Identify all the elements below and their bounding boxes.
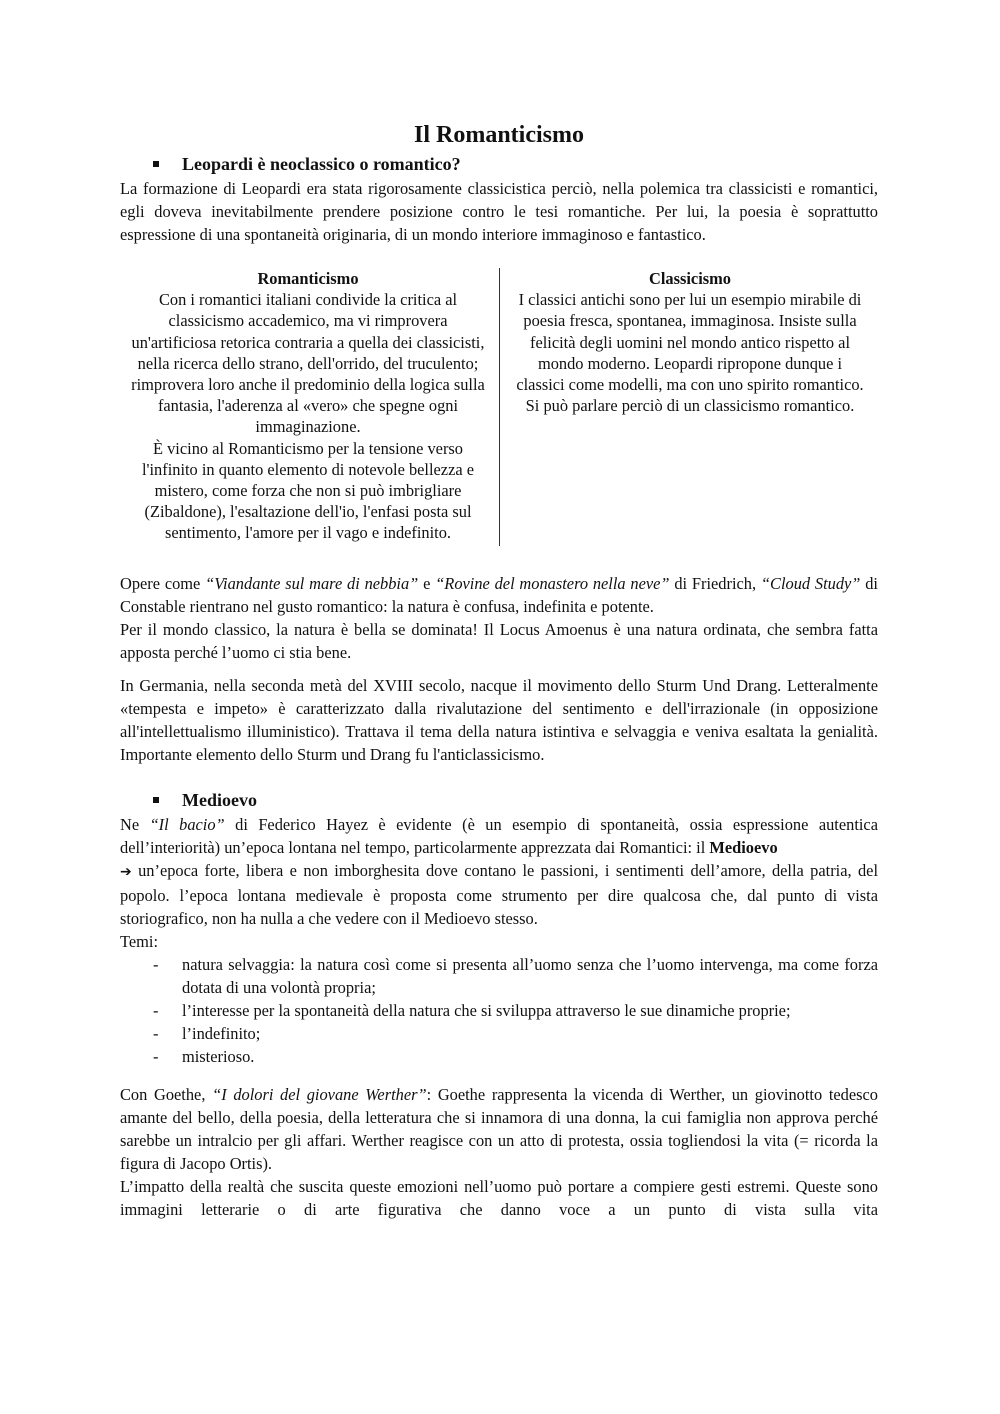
list-item bbox=[120, 1022, 878, 1045]
list-item bbox=[120, 953, 878, 999]
artwork-title: “Rovine del monastero nella neve” bbox=[435, 573, 670, 593]
arrow-right-icon: ➔ bbox=[120, 863, 132, 880]
dash-bullet: - bbox=[153, 1023, 159, 1043]
list-item-text: l’interesse per la spontaneità della natura che si sviluppa attraverso le sue dinamiche proprie; bbox=[182, 1000, 791, 1020]
classicismo-heading: Classicismo bbox=[649, 269, 731, 288]
themes-list bbox=[120, 953, 878, 1068]
romanticismo-column bbox=[120, 268, 500, 546]
romanticismo-heading: Romanticismo bbox=[257, 269, 359, 288]
artwork-title: “I dolori del giovane Werther” bbox=[212, 1084, 427, 1104]
bold-term: Medioevo bbox=[709, 837, 778, 857]
classic-nature-paragraph: Per il mondo classico, la natura è bella se dominata! Il Locus Amoenus è una natura ordinata, che sembra fatta apposta perché l’uomo ci stia bene. bbox=[120, 619, 878, 662]
text-run: di Constable rientrano nel gusto romantico: la natura è confusa, indefinita e potente. bbox=[120, 573, 878, 616]
section-heading-leopardi bbox=[120, 152, 878, 177]
artwork-title: “Il bacio” bbox=[149, 814, 225, 834]
list-item bbox=[120, 999, 878, 1022]
classicismo-text: I classici antichi sono per lui un esempio mirabile di poesia fresca, spontanea, immaginosa. Insiste sulla felicità degli uomini nel mondo antico rispetto al mondo moderno. Leopardi ripropone dunque i classici come modelli, ma con uno spirito romantico. Si può parlare perciò di un classicismo romantico. bbox=[516, 290, 864, 416]
square-bullet-icon bbox=[153, 161, 159, 167]
text-run: Con Goethe, bbox=[120, 1084, 213, 1104]
list-item-text: misterioso. bbox=[182, 1046, 255, 1066]
temi-label: Temi: bbox=[120, 931, 158, 951]
text-run: : Goethe rappresenta la vicenda di Werther, un giovinotto tedesco amante del bello, della poesia, della letteratura che si innamora di una donna, la cui famiglia non approva perché sarebbe un intralcio per gli affari. Werther reagisce con un atto di protesta, ossia togliendosi la vita (= ricorda la figura di Jacopo Ortis). bbox=[120, 1084, 878, 1173]
art-paragraph bbox=[120, 572, 878, 618]
comparison-table bbox=[120, 268, 878, 546]
dash-bullet: - bbox=[153, 1000, 159, 1020]
section-heading-medioevo bbox=[120, 788, 878, 813]
list-item-text: l’indefinito; bbox=[182, 1023, 261, 1043]
text-run: di Federico Hayez è evidente (è un esempio di spontaneità, ossia espressione autentica dell’interiorità) un’epoca lontana nel tempo, particolarmente apprezzata dai Romantici: il bbox=[120, 814, 878, 857]
dash-bullet: - bbox=[153, 1046, 159, 1066]
artwork-title: “Viandante sul mare di nebbia” bbox=[205, 573, 419, 593]
romanticismo-text-2: È vicino al Romanticismo per la tensione verso l'infinito in quanto elemento di notevole bellezza e mistero, come forza che non si può imbrigliare (Zibaldone), l'esaltazione dell'io, l'enfasi posta sul sentimento, l'amore per il vago e indefinito. bbox=[141, 438, 475, 543]
text-run: e bbox=[418, 573, 436, 593]
dash-bullet: - bbox=[153, 954, 159, 974]
impact-paragraph: L’impatto della realtà che suscita queste emozioni nell’uomo può portare a compiere gesti estremi. Queste sono immagini letterarie o di arte figurativa che danno voce a un punto di vista sulla vita bbox=[120, 1176, 878, 1219]
section-heading-text: Leopardi è neoclassico o romantico? bbox=[182, 154, 461, 174]
sturm-und-drang-paragraph: In Germania, nella seconda metà del XVIII secolo, nacque il movimento dello Sturm Und Drang. Letteralmente «tempesta e impeto» è caratterizzato dalla rivalutazione del sentimento e dell'irrazionale (in opposizione all'intellettualismo illuministico). Trattava il tema della natura istintiva e selvaggia e veniva esaltata la genialità. Importante elemento dello Sturm und Drang fu l'anticlassicismo. bbox=[120, 675, 878, 764]
list-item bbox=[120, 1045, 878, 1068]
medioevo-paragraph bbox=[120, 813, 878, 930]
text-run: un’epoca forte, libera e non imborghesita dove contano le passioni, i sentimenti dell’amore, della patria, del popolo. l’epoca lontana medievale è proposta come strumento per dire qualcosa che, dal punto di vista storiografico, non ha nulla a che vedere con il Medioevo stesso. bbox=[120, 860, 878, 928]
page-title: Il Romanticismo bbox=[414, 122, 584, 148]
list-item-text: natura selvaggia: la natura così come si presenta all’uomo senza che l’uomo intervenga, ma come forza dotata di una volontà propria; bbox=[182, 954, 878, 997]
text-run: Opere come bbox=[120, 573, 206, 593]
text-run: di Friedrich, bbox=[669, 573, 761, 593]
text-run: Ne bbox=[120, 814, 150, 834]
goethe-paragraph bbox=[120, 1083, 878, 1175]
document-page bbox=[120, 118, 878, 1221]
romanticismo-text-1: Con i romantici italiani condivide la critica al classicismo accademico, ma vi rimprovera un'artificiosa retorica contraria a quella dei classicisti, nella ricerca dello strano, dell'orrido, del truculento; rimprovera loro anche il predominio della logica sulla fantasia, l'aderenza al «vero» che spegne ogni immaginazione. bbox=[131, 290, 485, 437]
classicismo-column bbox=[500, 268, 878, 546]
artwork-title: “Cloud Study” bbox=[760, 573, 861, 593]
section-heading-text: Medioevo bbox=[182, 789, 257, 810]
intro-paragraph: La formazione di Leopardi era stata rigorosamente classicistica perciò, nella polemica tra classicisti e romantici, egli doveva inevitabilmente prendere posizione contro le tesi romantiche. Per lui, la poesia è soprattutto espressione di una spontaneità originaria, di un mondo interiore immaginoso e fantastico. bbox=[120, 179, 878, 244]
square-bullet-icon bbox=[153, 797, 159, 803]
